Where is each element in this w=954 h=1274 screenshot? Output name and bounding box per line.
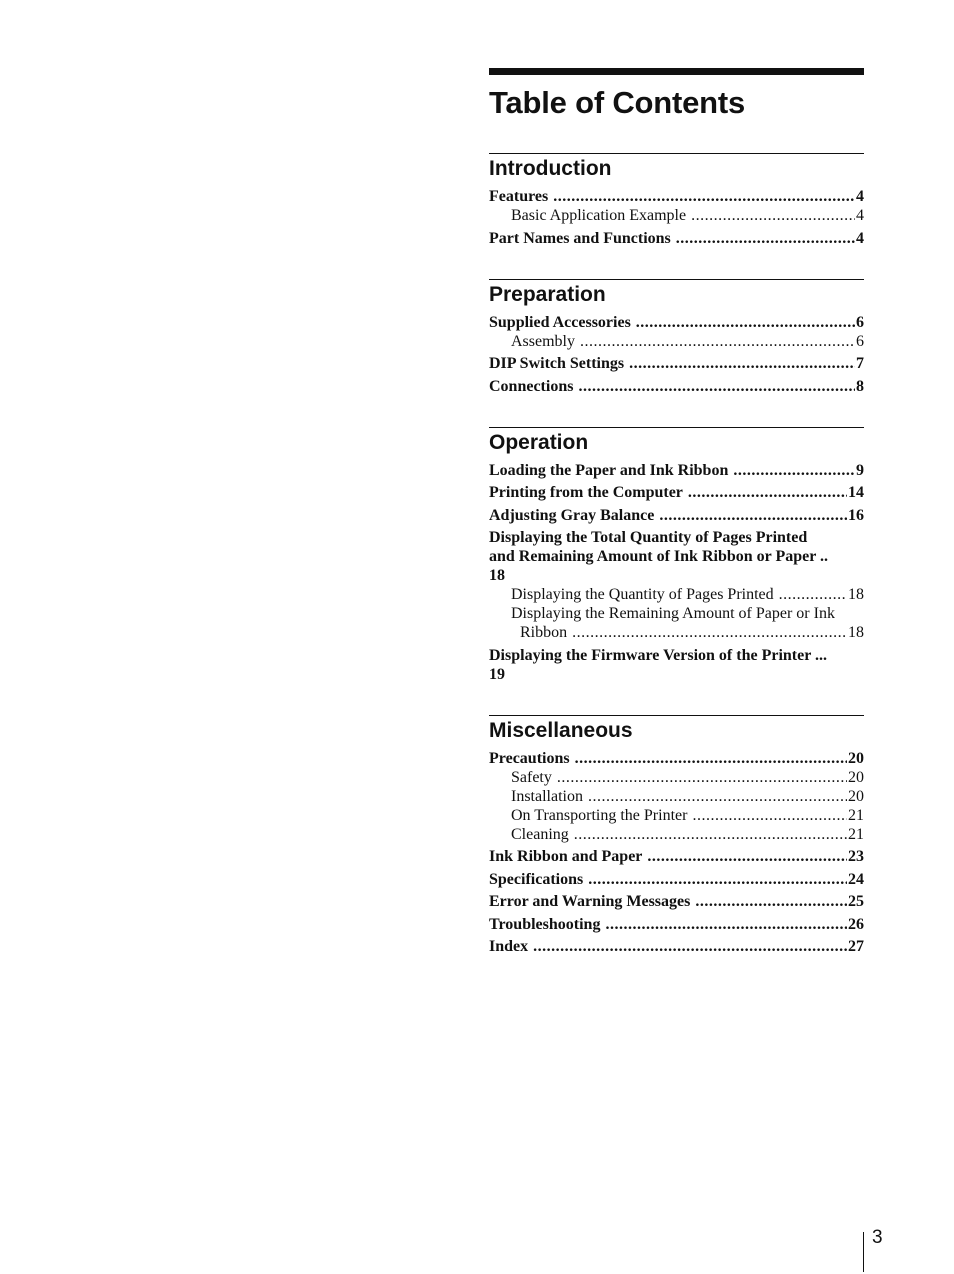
entry-label: Safety — [511, 768, 552, 786]
entry-page: 18 — [848, 624, 864, 641]
entry-page: 25 — [848, 893, 864, 910]
dot-leader — [578, 377, 855, 396]
toc-subentry-basic-application-example[interactable] — [489, 206, 864, 225]
entry-label-line: Displaying the Total Quantity of Pages Printed — [489, 529, 808, 546]
entry-label: Error and Warning Messages — [489, 893, 691, 910]
section-operation — [489, 427, 864, 684]
dot-leader — [692, 806, 847, 825]
dot-leader — [588, 870, 847, 889]
toc-subentry-quantity-printed[interactable] — [489, 585, 864, 604]
toc-entry-precautions[interactable] — [489, 749, 864, 768]
title-rule — [489, 68, 864, 75]
entry-label-line: Displaying the Remaining Amount of Paper or Ink — [511, 605, 835, 622]
section-miscellaneous — [489, 715, 864, 957]
entry-page: 20 — [848, 787, 864, 805]
entry-page: 8 — [856, 377, 864, 395]
dot-leader — [557, 768, 847, 787]
entry-label: Installation — [511, 787, 583, 805]
toc-entry-displaying-total-quantity[interactable] — [489, 528, 864, 585]
dot-leader — [588, 787, 847, 806]
toc-subentry-safety[interactable] — [489, 768, 864, 787]
entry-page: 6 — [856, 313, 864, 331]
toc-entry-error-warning[interactable] — [489, 892, 864, 911]
entry-label: Troubleshooting — [489, 915, 601, 933]
entry-page: 6 — [856, 332, 864, 350]
toc-entry-ink-ribbon-paper[interactable] — [489, 847, 864, 866]
dot-leader — [659, 506, 847, 525]
entry-page: 4 — [856, 188, 864, 205]
table-of-contents — [489, 68, 864, 956]
entry-page: 14 — [848, 484, 864, 501]
toc-subentry-cleaning[interactable] — [489, 825, 864, 844]
dot-leader — [580, 332, 855, 351]
entry-page: 7 — [856, 355, 864, 372]
entry-label: Ribbon — [520, 624, 568, 641]
entry-page: 9 — [856, 461, 864, 479]
entry-continuation-line — [520, 623, 864, 642]
toc-subentry-transporting[interactable] — [489, 806, 864, 825]
entry-page: 20 — [848, 768, 864, 786]
entry-page: 20 — [848, 749, 864, 767]
entry-label: Precautions — [489, 749, 570, 767]
toc-entry-dip-switch-settings[interactable] — [489, 354, 864, 373]
page-title: Table of Contents — [489, 85, 746, 120]
entry-label: Adjusting Gray Balance — [489, 506, 655, 524]
toc-entry-firmware-version[interactable] — [489, 646, 864, 684]
entry-page: 26 — [848, 915, 864, 933]
toc-entry-index[interactable] — [489, 937, 864, 956]
entry-label: Cleaning — [511, 825, 569, 843]
toc-entry-supplied-accessories[interactable] — [489, 313, 864, 332]
dot-leader — [574, 825, 847, 844]
toc-entry-features[interactable] — [489, 187, 864, 206]
entry-label: Loading the Paper and Ink Ribbon — [489, 461, 729, 479]
dot-leader — [688, 483, 847, 502]
dot-leader — [533, 937, 847, 956]
dot-leader — [605, 915, 847, 934]
entry-page: 24 — [848, 870, 864, 888]
section-introduction — [489, 153, 864, 248]
entry-page: 4 — [856, 207, 864, 224]
section-title-operation: Operation — [489, 430, 589, 454]
entry-continuation — [511, 623, 864, 642]
entry-page: 21 — [848, 806, 864, 824]
dot-leader — [691, 206, 855, 225]
section-title-introduction: Introduction — [489, 157, 612, 180]
entry-page: 4 — [856, 229, 864, 247]
dot-leader — [779, 585, 847, 604]
dot-leader — [676, 229, 855, 248]
dot-leader — [733, 461, 855, 480]
entry-label: DIP Switch Settings — [489, 355, 625, 372]
entry-label-line: Displaying the Firmware Version of the Printer ... — [489, 646, 828, 664]
dot-leader — [629, 354, 855, 373]
entry-page: 23 — [848, 848, 864, 865]
toc-subentry-assembly[interactable] — [489, 332, 864, 351]
page-number: 3 — [872, 1227, 883, 1248]
page-number-rule — [863, 1232, 864, 1272]
entry-page: 27 — [848, 938, 864, 955]
entry-label: Supplied Accessories — [489, 313, 631, 331]
entry-label: Assembly — [511, 332, 575, 350]
toc-entry-connections[interactable] — [489, 377, 864, 396]
entry-label: Displaying the Quantity of Pages Printed — [511, 586, 774, 603]
toc-entry-printing-from-computer[interactable] — [489, 483, 864, 502]
entry-page: 18 — [489, 567, 505, 584]
toc-subentry-installation[interactable] — [489, 787, 864, 806]
entry-label: Connections — [489, 377, 574, 395]
entry-page: 19 — [489, 665, 505, 683]
dot-leader — [647, 847, 847, 866]
dot-leader — [636, 313, 855, 332]
section-title-preparation: Preparation — [489, 282, 606, 306]
toc-entry-adjusting-gray-balance[interactable] — [489, 506, 864, 525]
toc-entry-part-names[interactable] — [489, 229, 864, 248]
dot-leader — [553, 187, 855, 206]
toc-subentry-remaining-amount[interactable] — [489, 604, 864, 642]
toc-entry-troubleshooting[interactable] — [489, 915, 864, 934]
entry-label-line: and Remaining Amount of Ink Ribbon or Paper .. — [489, 548, 829, 565]
dot-leader — [572, 623, 847, 642]
dot-leader — [575, 749, 847, 768]
dot-leader — [695, 892, 847, 911]
entry-label: Printing from the Computer — [489, 484, 683, 501]
entry-label: Specifications — [489, 870, 584, 888]
toc-entry-specifications[interactable] — [489, 870, 864, 889]
entry-page: 16 — [848, 506, 864, 524]
entry-label: Part Names and Functions — [489, 229, 671, 247]
entry-label: Index — [489, 938, 529, 955]
entry-page: 18 — [848, 586, 864, 603]
section-title-miscellaneous: Miscellaneous — [489, 718, 633, 742]
section-preparation — [489, 279, 864, 396]
entry-page: 21 — [848, 825, 864, 843]
entry-label: Ink Ribbon and Paper — [489, 848, 643, 865]
entry-label: Basic Application Example — [511, 207, 687, 224]
entry-label: Features — [489, 188, 549, 205]
toc-entry-loading-paper[interactable] — [489, 461, 864, 480]
entry-label: On Transporting the Printer — [511, 806, 688, 824]
